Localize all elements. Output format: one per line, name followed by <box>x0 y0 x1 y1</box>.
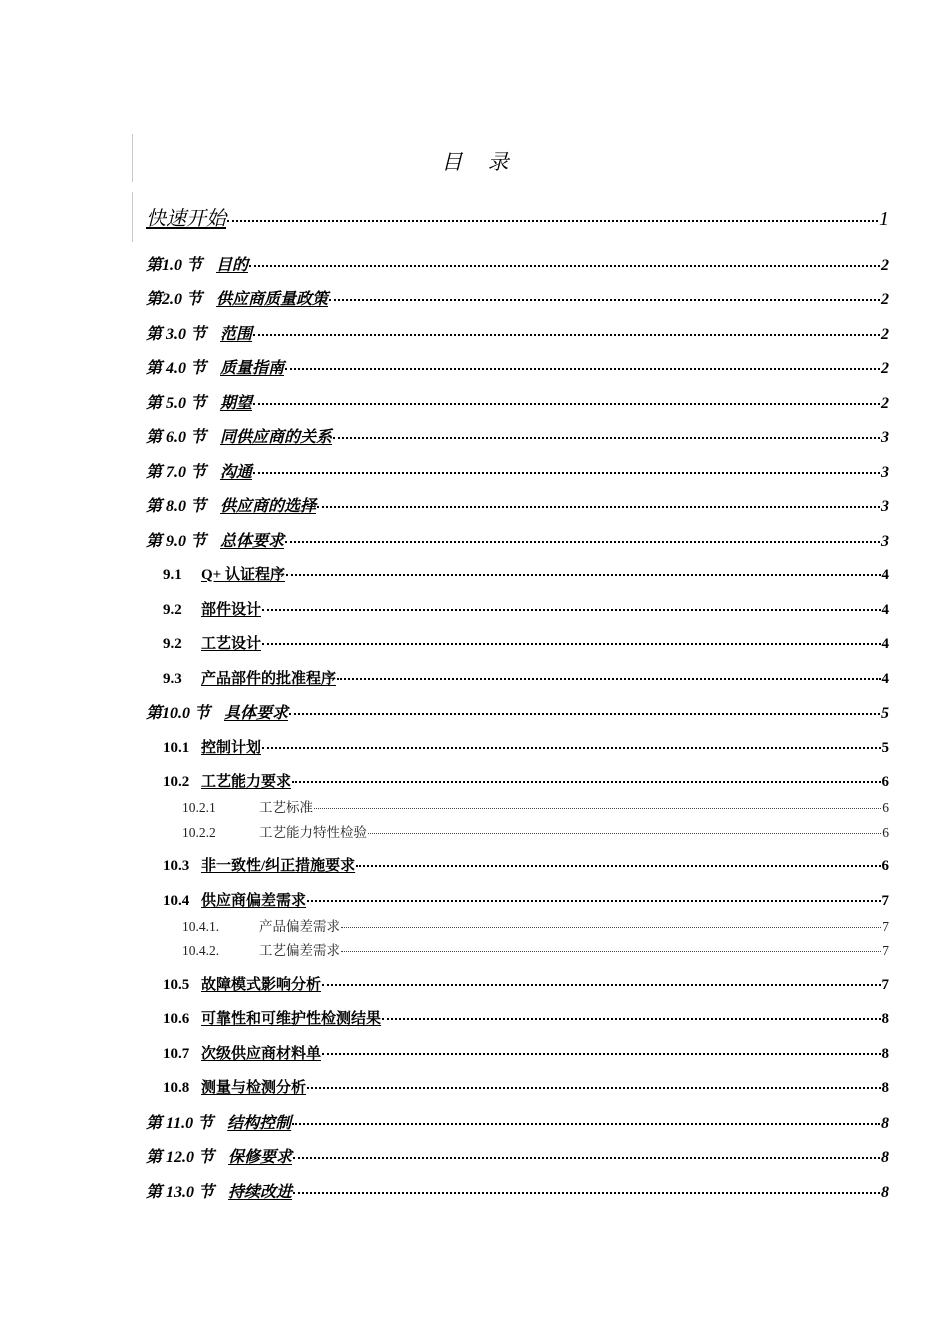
toc-entry-number: 10.8 <box>163 1079 190 1096</box>
dot-leader <box>337 678 880 680</box>
dot-leader <box>333 437 880 439</box>
toc-entry-title: 供应商偏差需求 <box>201 892 307 909</box>
toc-entry-number: 10.2.1 <box>182 799 216 815</box>
toc-entry-number: 第 7.0 节 <box>146 463 207 481</box>
toc-entry-link[interactable] <box>201 667 336 688</box>
toc-page-number: 6 <box>882 799 889 815</box>
dot-leader <box>368 833 881 834</box>
toc-entry-title: 期望 <box>220 394 253 412</box>
toc-entry-link[interactable] <box>201 889 306 910</box>
dot-leader <box>382 1018 880 1020</box>
toc-entry-link[interactable] <box>201 632 261 653</box>
toc-entry[interactable] <box>146 390 889 413</box>
toc-entry-title: 沟通 <box>220 463 253 481</box>
toc-entry-title: 工艺设计 <box>201 635 262 652</box>
toc-entry-link[interactable] <box>146 528 284 551</box>
toc-entry[interactable] <box>146 459 889 482</box>
toc-entry-title: 故障模式影响分析 <box>201 976 322 993</box>
toc-entry-title: 结构控制 <box>227 1114 292 1132</box>
toc-entry[interactable] <box>146 493 889 516</box>
toc-entry-link[interactable] <box>201 1042 321 1063</box>
toc-entry-number: 9.1 <box>163 566 182 583</box>
toc-page-number: 1 <box>879 208 889 230</box>
toc-entry-link[interactable] <box>259 939 340 959</box>
toc-entry-link[interactable] <box>259 796 313 816</box>
toc-entry-link[interactable] <box>146 1110 291 1133</box>
toc-entry-title: 持续改进 <box>228 1183 293 1201</box>
toc-entry-link[interactable] <box>201 770 291 791</box>
toc-page-number: 8 <box>881 1045 889 1062</box>
toc-entry-number: 10.3 <box>163 857 190 874</box>
dot-leader <box>314 808 881 809</box>
toc-entry-title: Q+ 认证程序 <box>201 566 285 583</box>
toc-entry[interactable] <box>146 528 889 551</box>
toc-entry[interactable] <box>163 1007 889 1028</box>
toc-entry[interactable] <box>146 1144 889 1167</box>
toc-entry-number: 10.4 <box>163 892 190 909</box>
toc-entry[interactable] <box>163 563 889 584</box>
toc-entry-link[interactable] <box>146 202 226 231</box>
toc-entry[interactable] <box>163 632 889 653</box>
toc-entry-number: 第 5.0 节 <box>146 394 207 412</box>
toc-page-number: 2 <box>881 359 889 377</box>
toc-entry-number: 第 11.0 节 <box>146 1114 214 1132</box>
toc-title: 目 录 <box>441 150 519 174</box>
toc-page-number: 8 <box>881 1079 889 1096</box>
toc-entry-link[interactable] <box>146 459 252 482</box>
toc-entry-number: 10.4.2. <box>182 942 220 958</box>
toc-entry-link[interactable] <box>146 424 332 447</box>
toc-entry-title: 可靠性和可维护性检测结果 <box>201 1010 382 1027</box>
toc-page-number: 6 <box>881 857 889 874</box>
toc-page-number: 6 <box>882 824 889 840</box>
toc-entry[interactable] <box>182 796 889 816</box>
dot-leader <box>249 265 880 267</box>
toc-entry-number: 10.5 <box>163 976 190 993</box>
toc-page-number: 3 <box>881 463 889 481</box>
toc-entry[interactable] <box>163 973 889 994</box>
toc-entry-number: 第 13.0 节 <box>146 1183 215 1201</box>
dot-leader <box>289 713 880 715</box>
toc-entry-number: 10.1 <box>163 739 190 756</box>
toc-entry-title: 工艺偏差需求 <box>259 942 340 958</box>
toc-page-number: 6 <box>881 773 889 790</box>
dot-leader <box>307 900 880 902</box>
toc-entry-link[interactable] <box>146 1144 292 1167</box>
dot-leader <box>262 747 880 749</box>
dot-leader <box>253 472 880 474</box>
toc-entry-title: 非一致性/纠正措施要求 <box>201 857 356 874</box>
toc-entry[interactable] <box>146 355 889 378</box>
toc-entry-number: 第 6.0 节 <box>146 428 207 446</box>
toc-entry[interactable] <box>182 939 889 959</box>
toc-entry-number: 9.2 <box>163 601 182 618</box>
dot-leader <box>262 609 880 611</box>
toc-entry-title: 工艺能力特性检验 <box>259 824 367 840</box>
toc-entry[interactable] <box>146 252 889 275</box>
toc-entry-number: 10.7 <box>163 1045 190 1062</box>
toc-entry[interactable] <box>163 854 889 875</box>
toc-entry[interactable] <box>163 598 889 619</box>
dot-leader <box>341 951 881 952</box>
toc-page-number: 7 <box>882 942 889 958</box>
dot-leader <box>262 643 880 645</box>
toc-entry-link[interactable] <box>201 598 261 619</box>
toc-entry-link[interactable] <box>201 973 321 994</box>
toc-entry-title: 质量指南 <box>220 359 285 377</box>
toc-entry-number: 第 3.0 节 <box>146 325 207 343</box>
toc-entry-link[interactable] <box>201 563 285 584</box>
toc-entry-link[interactable] <box>146 1179 292 1202</box>
toc-page-number: 5 <box>881 704 889 722</box>
toc-entry-number: 第 9.0 节 <box>146 532 207 550</box>
toc-entry[interactable] <box>163 667 889 688</box>
toc-entry-title: 供应商的选择 <box>220 497 317 515</box>
toc-page-number: 4 <box>881 635 889 652</box>
toc-entry-title: 产品偏差需求 <box>259 918 340 934</box>
dot-leader <box>292 781 880 783</box>
toc-entry-number: 第1.0 节 <box>146 256 203 274</box>
dot-leader <box>322 1053 880 1055</box>
margin-marker <box>132 192 133 242</box>
toc-entry[interactable] <box>182 915 889 935</box>
toc-entry-title: 产品部件的批准程序 <box>201 670 337 687</box>
toc-entry-title: 具体要求 <box>224 704 289 722</box>
toc-entry-title: 工艺标准 <box>259 799 313 815</box>
toc-page-number: 3 <box>881 497 889 515</box>
dot-leader <box>253 403 880 405</box>
toc-entry[interactable] <box>163 736 889 757</box>
toc-entry-link[interactable] <box>201 1007 381 1028</box>
toc-entry-number: 10.2 <box>163 773 190 790</box>
toc-entry-title: 目的 <box>216 256 249 274</box>
toc-entry-title: 总体要求 <box>220 532 285 550</box>
dot-leader <box>356 865 880 867</box>
toc-entry-title: 工艺能力要求 <box>201 773 292 790</box>
toc-entry-number: 第10.0 节 <box>146 704 211 722</box>
toc-page-number: 7 <box>882 918 889 934</box>
toc-entry-number: 10.6 <box>163 1010 190 1027</box>
toc-entry[interactable] <box>163 889 889 910</box>
toc-page-number: 7 <box>881 892 889 909</box>
toc-entry-title: 部件设计 <box>201 601 262 618</box>
dot-leader <box>253 334 880 336</box>
toc-page-number: 3 <box>881 532 889 550</box>
dot-leader <box>286 574 881 576</box>
toc-page-number: 7 <box>881 976 889 993</box>
toc-entry-number: 10.4.1. <box>182 918 220 934</box>
toc-page-number: 5 <box>881 739 889 756</box>
toc-entry-link[interactable] <box>146 700 288 723</box>
dot-leader <box>293 1192 880 1194</box>
toc-page-number: 4 <box>881 601 889 618</box>
dot-leader <box>293 1157 880 1159</box>
dot-leader <box>322 984 880 986</box>
dot-leader <box>285 368 880 370</box>
toc-entry-title: 保修要求 <box>228 1148 293 1166</box>
toc-entry-number: 第 4.0 节 <box>146 359 207 377</box>
toc-page-number: 8 <box>881 1010 889 1027</box>
toc-entry[interactable] <box>163 770 889 791</box>
toc-page-number: 2 <box>881 290 889 308</box>
toc-entry-number: 第 8.0 节 <box>146 497 207 515</box>
toc-entry-link[interactable] <box>146 286 328 309</box>
toc-entry[interactable] <box>146 202 889 231</box>
toc-entry-title: 供应商质量政策 <box>216 290 329 308</box>
dot-leader <box>227 220 878 222</box>
toc-entry[interactable] <box>163 1042 889 1063</box>
toc-page-number: 8 <box>881 1148 889 1166</box>
dot-leader <box>341 927 881 928</box>
dot-leader <box>292 1123 880 1125</box>
dot-leader <box>317 506 880 508</box>
toc-page-number: 2 <box>881 394 889 412</box>
toc-entry-number: 第 12.0 节 <box>146 1148 215 1166</box>
toc-entry-title: 次级供应商材料单 <box>201 1045 322 1062</box>
toc-entry-link[interactable] <box>146 252 248 275</box>
toc-entry[interactable] <box>146 286 889 309</box>
dot-leader <box>285 541 880 543</box>
toc-entry-title: 控制计划 <box>201 739 262 756</box>
toc-entry-link[interactable] <box>201 736 261 757</box>
toc-entry-link[interactable] <box>259 915 340 935</box>
toc-page-number: 4 <box>881 566 889 583</box>
toc-page-number: 4 <box>881 670 889 687</box>
toc-entry-link[interactable] <box>146 493 316 516</box>
dot-leader <box>307 1087 880 1089</box>
toc-entry-number: 9.2 <box>163 635 182 652</box>
toc-entry-title: 测量与检测分析 <box>201 1079 307 1096</box>
toc-entry-number: 10.2.2 <box>182 824 216 840</box>
toc-entry-link[interactable] <box>146 355 284 378</box>
toc-entry-link[interactable] <box>201 1076 306 1097</box>
toc-entry-link[interactable] <box>259 821 367 841</box>
toc-entry-title: 同供应商的关系 <box>220 428 333 446</box>
toc-entry-number: 第2.0 节 <box>146 290 203 308</box>
toc-page-number: 8 <box>881 1183 889 1201</box>
toc-entry[interactable] <box>146 700 889 723</box>
toc-page-number: 2 <box>881 256 889 274</box>
dot-leader <box>329 299 880 301</box>
toc-entry[interactable] <box>146 1179 889 1202</box>
toc-entry-link[interactable] <box>146 321 252 344</box>
toc-page-number: 2 <box>881 325 889 343</box>
toc-entry[interactable] <box>146 321 889 344</box>
toc-entry[interactable] <box>163 1076 889 1097</box>
toc-entry-link[interactable] <box>201 854 355 875</box>
toc-entry-link[interactable] <box>146 390 252 413</box>
toc-entry[interactable] <box>146 1110 889 1133</box>
toc-entry-title: 快速开始 <box>146 208 226 230</box>
toc-entry[interactable] <box>182 821 889 841</box>
toc-entry[interactable] <box>146 424 889 447</box>
toc-page-number: 8 <box>881 1114 889 1132</box>
toc-entry-number: 9.3 <box>163 670 182 687</box>
toc-page-number: 3 <box>881 428 889 446</box>
toc-entry-title: 范围 <box>220 325 253 343</box>
